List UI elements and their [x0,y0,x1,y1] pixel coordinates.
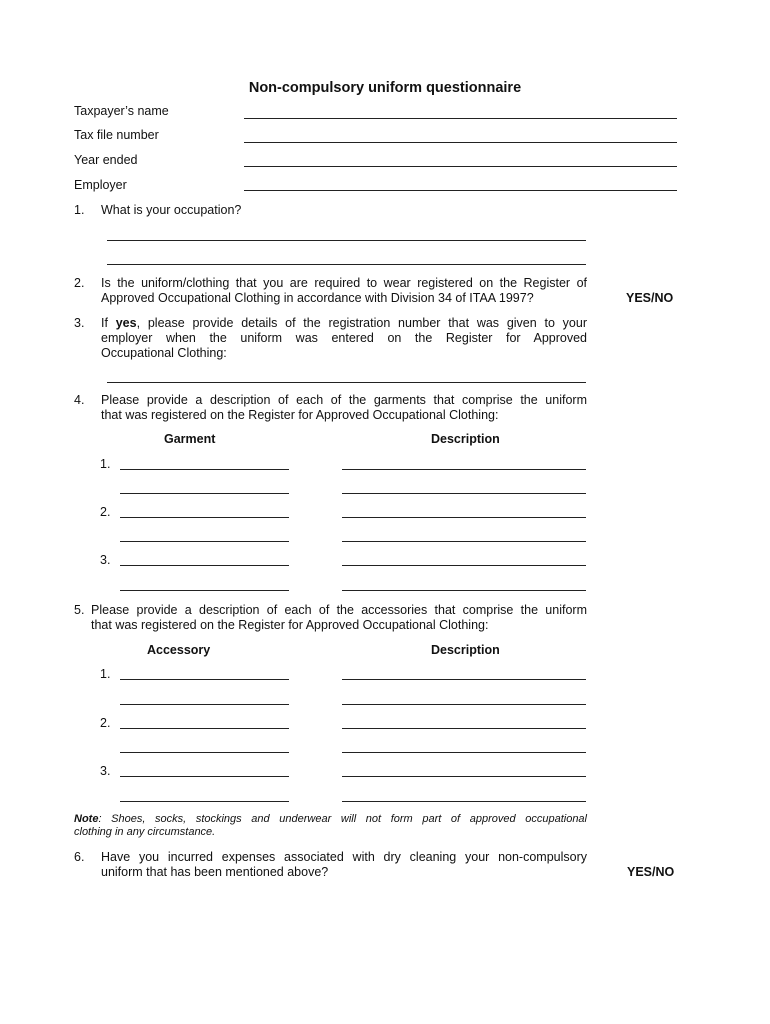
q5-description-line[interactable] [342,801,586,802]
q1-text: What is your occupation? [101,203,242,217]
q6-yes-no[interactable]: YES/NO [627,865,675,879]
tax-file-number-field[interactable] [244,142,677,143]
q5-accessory-line[interactable] [120,801,289,802]
note-line1 [74,813,587,826]
q4-garment-line[interactable] [120,493,289,494]
year-ended-label: Year ended [74,153,138,167]
taxpayer-name-label: Taxpayer’s name [74,104,169,118]
q4-description-line[interactable] [342,517,586,518]
q4-description-line[interactable] [342,469,586,470]
q5-text-line2: that was registered on the Register for Approved Occupational Clothing: [91,618,489,632]
q2-number: 2. [74,276,85,290]
note-line1-text: : Shoes, socks, stockings and underwear will not form part of approved occupational [98,813,587,825]
q5-text-line1: Please provide a description of each of the accessories that comprise the uniform [91,603,587,617]
q4-text-line1: Please provide a description of each of the garments that comprise the uniform [101,393,587,407]
q5-accessory-line[interactable] [120,728,289,729]
q2-text-line1: Is the uniform/clothing that you are required to wear registered on the Register of [101,276,587,290]
q4-description-line[interactable] [342,565,586,566]
q4-garment-line[interactable] [120,469,289,470]
q5-row-number: 1. [100,667,111,681]
q4-number: 4. [74,393,85,407]
q2-yes-no[interactable]: YES/NO [626,291,674,305]
q4-description-line[interactable] [342,590,586,591]
q3-yes-emphasis: yes [115,316,137,330]
q6-text-line2: uniform that has been mentioned above? [101,865,329,879]
q4-text-line2: that was registered on the Register for Approved Occupational Clothing: [101,408,499,422]
employer-label: Employer [74,178,127,192]
q3-if: If [101,316,108,330]
q4-garment-line[interactable] [120,517,289,518]
q1-number: 1. [74,203,85,217]
q6-text-line1: Have you incurred expenses associated with dry cleaning your non-compulsory [101,850,587,864]
q5-row-number: 3. [100,764,111,778]
q5-accessory-line[interactable] [120,776,289,777]
employer-field[interactable] [244,190,677,191]
q4-description-header: Description [431,432,500,446]
q4-garment-line[interactable] [120,565,289,566]
q2-text-line2: Approved Occupational Clothing in accordance with Division 34 of ITAA 1997? [101,291,534,305]
q5-accessory-line[interactable] [120,679,289,680]
q5-accessory-line[interactable] [120,704,289,705]
q4-garment-line[interactable] [120,590,289,591]
q4-row-number: 3. [100,553,111,567]
year-ended-field[interactable] [244,166,677,167]
q5-accessory-line[interactable] [120,752,289,753]
q1-answer-line[interactable] [107,264,586,265]
q3-text-line2: employer when the uniform was entered on the Register for Approved [101,331,587,345]
q1-answer-line[interactable] [107,240,586,241]
q5-description-line[interactable] [342,728,586,729]
q3-text-line3: Occupational Clothing: [101,346,227,360]
q5-number: 5. [74,603,85,617]
form-title: Non-compulsory uniform questionnaire [248,80,522,96]
q5-description-header: Description [431,643,500,657]
q3-number: 3. [74,316,85,330]
q5-row-number: 2. [100,716,111,730]
taxpayer-name-field[interactable] [244,118,677,119]
q5-description-line[interactable] [342,752,586,753]
q3-line1-rest: , please provide details of the registration number that was given to your [136,316,587,330]
q4-garment-line[interactable] [120,541,289,542]
q5-accessory-header: Accessory [147,643,211,657]
note-line2: clothing in any circumstance. [74,826,216,838]
q3-text-line1 [101,316,587,331]
tax-file-number-label: Tax file number [74,128,159,142]
q5-description-line[interactable] [342,704,586,705]
q6-number: 6. [74,850,85,864]
q5-description-line[interactable] [342,776,586,777]
q4-garment-header: Garment [164,432,216,446]
q4-row-number: 2. [100,505,111,519]
q4-row-number: 1. [100,457,111,471]
q4-description-line[interactable] [342,493,586,494]
q3-answer-line[interactable] [107,382,586,383]
note-label: Note [74,813,99,825]
q5-description-line[interactable] [342,679,586,680]
q4-description-line[interactable] [342,541,586,542]
